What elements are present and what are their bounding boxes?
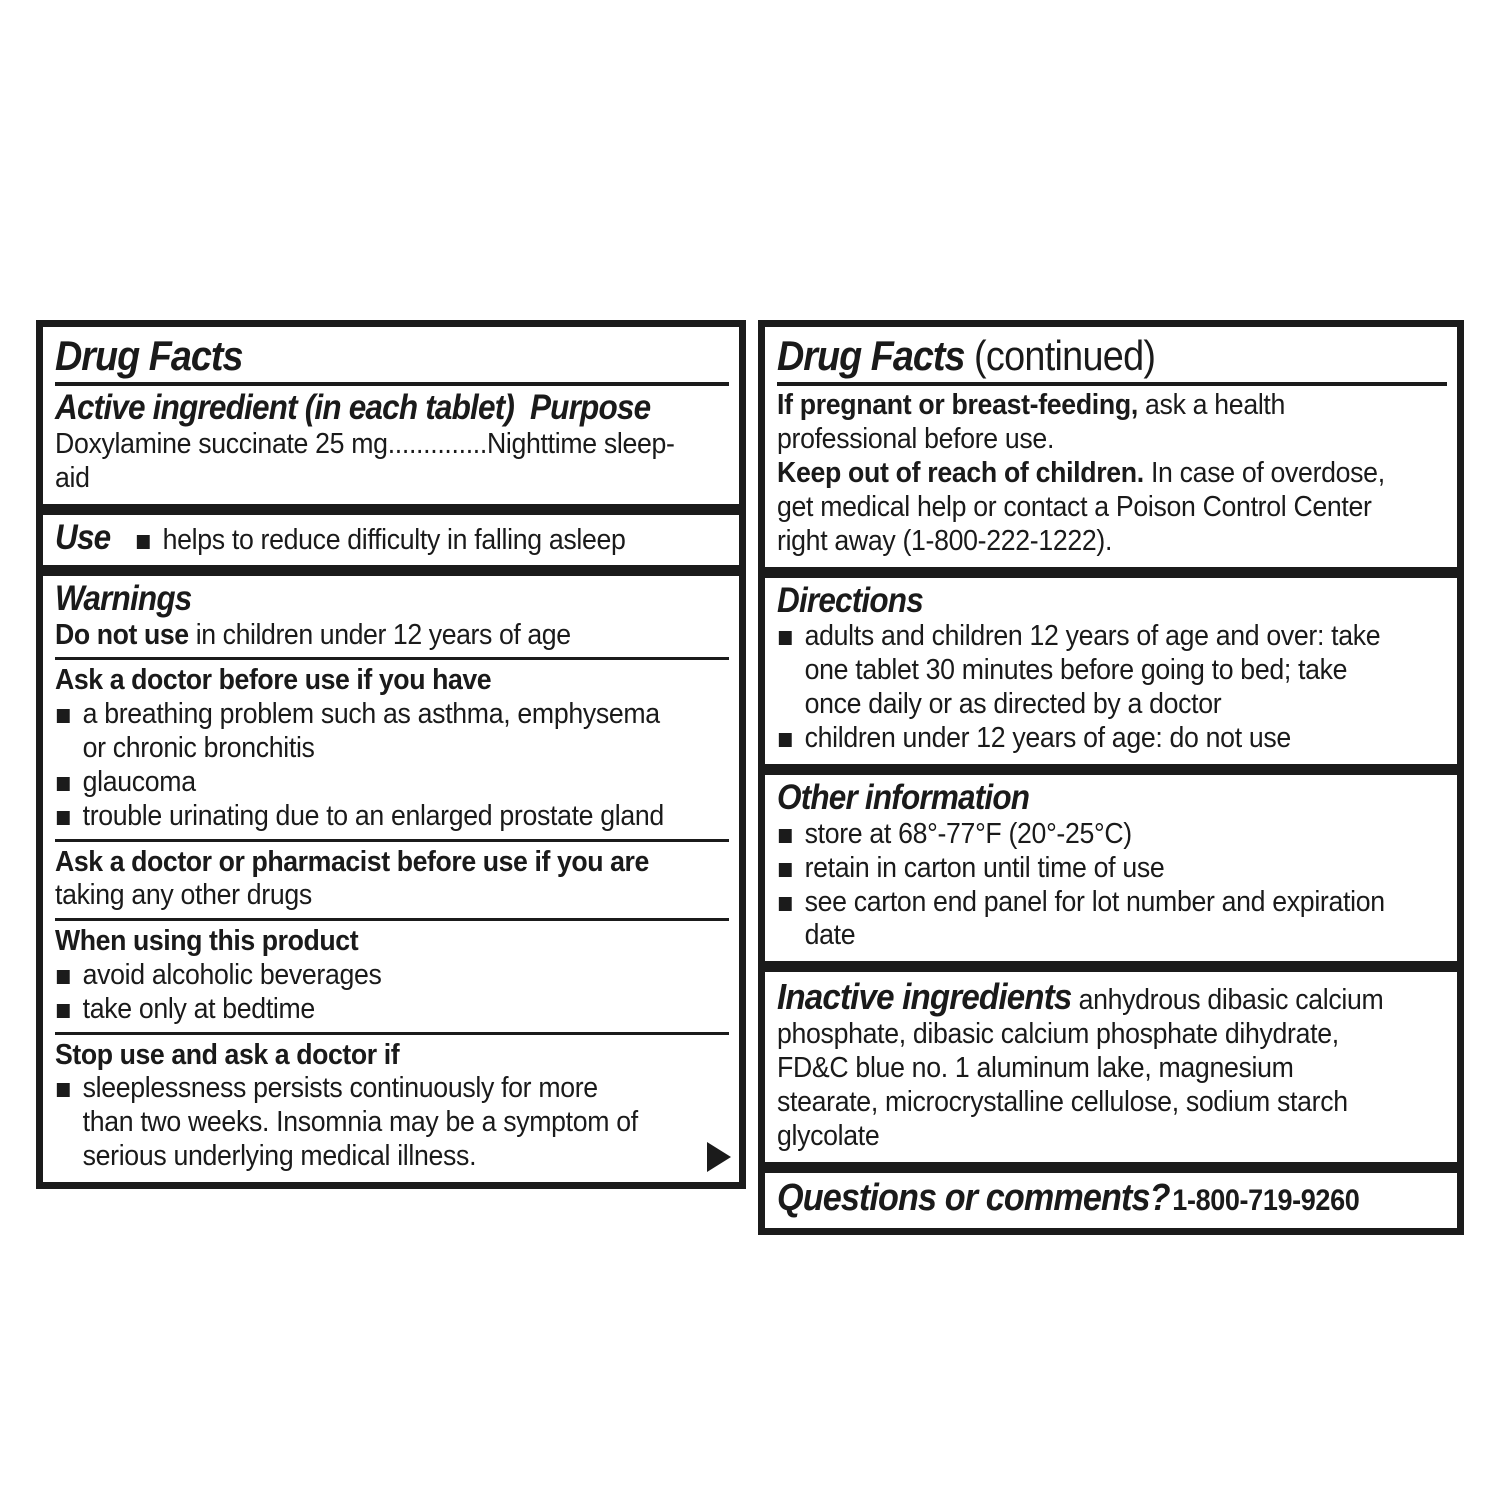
do-not-use-bold: Do not use [55, 618, 189, 651]
square-bullet-icon [57, 709, 70, 723]
divider-rule [55, 839, 729, 842]
purpose-label: Purpose [529, 388, 651, 428]
divider-rule [55, 657, 729, 660]
keep-out-warning [777, 457, 1393, 559]
pregnant-warning-bold: If pregnant or breast-feeding, [777, 389, 1138, 422]
list-item [777, 852, 1393, 886]
do-not-use-rest: in children under 12 years of age [188, 618, 571, 651]
pregnant-warning-rest: ask a health professional before use. [777, 389, 1286, 456]
when-using-heading: When using this product [55, 925, 359, 958]
square-bullet-icon [57, 811, 70, 825]
panel-drug-facts [36, 320, 746, 511]
list-item [55, 800, 675, 834]
inactive-ingredients-heading: Inactive ingredients [777, 976, 1072, 1018]
active-ingredient-label: Active ingredient (in each tablet) [55, 388, 515, 428]
divider-rule [55, 1032, 729, 1035]
list-item-text: glaucoma [82, 765, 196, 798]
panel-other-information [758, 768, 1464, 968]
use-title: Use [55, 517, 111, 557]
square-bullet-icon [779, 829, 792, 843]
questions-phone-number[interactable]: 1-800-719-9260 [1172, 1184, 1360, 1218]
list-item-text: retain in carton until time of use [804, 851, 1165, 884]
active-ingredient-heading [55, 389, 662, 428]
list-item [777, 818, 1393, 852]
panel-inactive-ingredients [758, 965, 1464, 1169]
drug-facts-title: Drug Facts [55, 332, 243, 379]
list-item-text: avoid alcoholic beverages [82, 958, 382, 991]
use-row [55, 519, 729, 558]
list-item-text: a breathing problem such as asthma, emphysema or chronic bronchitis [82, 697, 660, 764]
list-item [55, 1072, 675, 1174]
keep-out-warning-bold: Keep out of reach of children. [777, 457, 1144, 490]
list-item [777, 620, 1393, 722]
right-column [758, 320, 1464, 1235]
square-bullet-icon [57, 1083, 70, 1097]
ask-pharmacist-body: taking any other drugs [55, 879, 312, 912]
list-item [55, 993, 675, 1027]
when-using-bullets [55, 959, 675, 1027]
directions-title: Directions [777, 580, 923, 620]
other-information-bullets [777, 818, 1393, 954]
do-not-use-line [55, 619, 675, 653]
questions-title: Questions or comments? [777, 1177, 1170, 1220]
other-information-title: Other information [777, 778, 1030, 818]
panel-drug-facts-continued [758, 320, 1464, 574]
left-column [36, 320, 746, 1189]
inactive-ingredients-body: anhydrous dibasic calcium phosphate, dibasic calcium phosphate dihydrate, FD&C blue no. 1 aluminum lake, magnesium stearate, microcrystalline cellulose, sodium starch glycolate [777, 984, 1384, 1153]
list-item-text: sleeplessness persists continuously for more than two weeks. Insomnia may be a symptom of serious underlying medical illness. [82, 1072, 638, 1173]
square-bullet-icon [57, 777, 70, 791]
continuation-arrow-icon [707, 1142, 731, 1172]
list-item [55, 766, 675, 800]
square-bullet-icon [779, 863, 792, 877]
stop-use-bullets [55, 1072, 675, 1174]
panel-use [36, 508, 746, 573]
keep-out-warning-rest: In case of overdose, get medical help or contact a Poison Control Center right away (1-800-222-1222). [777, 457, 1385, 558]
pregnant-warning [777, 389, 1393, 457]
list-item-text: children under 12 years of age: do not use [804, 722, 1291, 755]
panel-warnings [36, 569, 746, 1189]
square-bullet-icon [57, 970, 70, 984]
ask-doctor-heading: Ask a doctor before use if you have [55, 664, 492, 697]
square-bullet-icon [57, 1004, 70, 1018]
drug-facts-continued-title [777, 331, 1380, 378]
questions-row [777, 1177, 1380, 1220]
inactive-ingredients-block [777, 976, 1393, 1154]
warnings-title: Warnings [55, 579, 192, 619]
divider-rule [55, 918, 729, 921]
list-item-text: store at 68°-77°F (20°-25°C) [804, 817, 1132, 850]
active-ingredient-line: Doxylamine succinate 25 mg..............Nighttime sleep-aid [55, 427, 675, 494]
drug-facts-label [36, 320, 1464, 1235]
list-item [777, 722, 1393, 756]
list-item-text: adults and children 12 years of age and over: take one tablet 30 minutes before going to bed; take once daily or as directed by a doctor [804, 620, 1381, 721]
drug-facts-continued-label: Drug Facts [777, 332, 965, 379]
use-bullet-item [135, 524, 626, 556]
stop-use-heading: Stop use and ask a doctor if [55, 1038, 400, 1071]
list-item [55, 959, 675, 993]
list-item-text: take only at bedtime [82, 992, 315, 1025]
divider-rule [55, 382, 729, 386]
use-bullet-text: helps to reduce difficulty in falling asleep [162, 523, 626, 556]
continued-suffix: (continued) [974, 332, 1156, 379]
list-item-text: trouble urinating due to an enlarged prostate gland [82, 799, 664, 832]
panel-questions [758, 1166, 1464, 1235]
square-bullet-icon [779, 631, 792, 645]
panel-directions [758, 571, 1464, 771]
square-bullet-icon [779, 733, 792, 747]
ask-doctor-bullets [55, 698, 675, 834]
square-bullet-icon [779, 897, 792, 911]
directions-bullets [777, 620, 1393, 756]
list-item [777, 886, 1393, 954]
list-item [55, 698, 675, 766]
list-item-text: see carton end panel for lot number and expiration date [804, 885, 1385, 952]
square-bullet-icon [136, 535, 149, 549]
ask-pharmacist-heading: Ask a doctor or pharmacist before use if you are [55, 845, 649, 878]
divider-rule [777, 382, 1447, 386]
